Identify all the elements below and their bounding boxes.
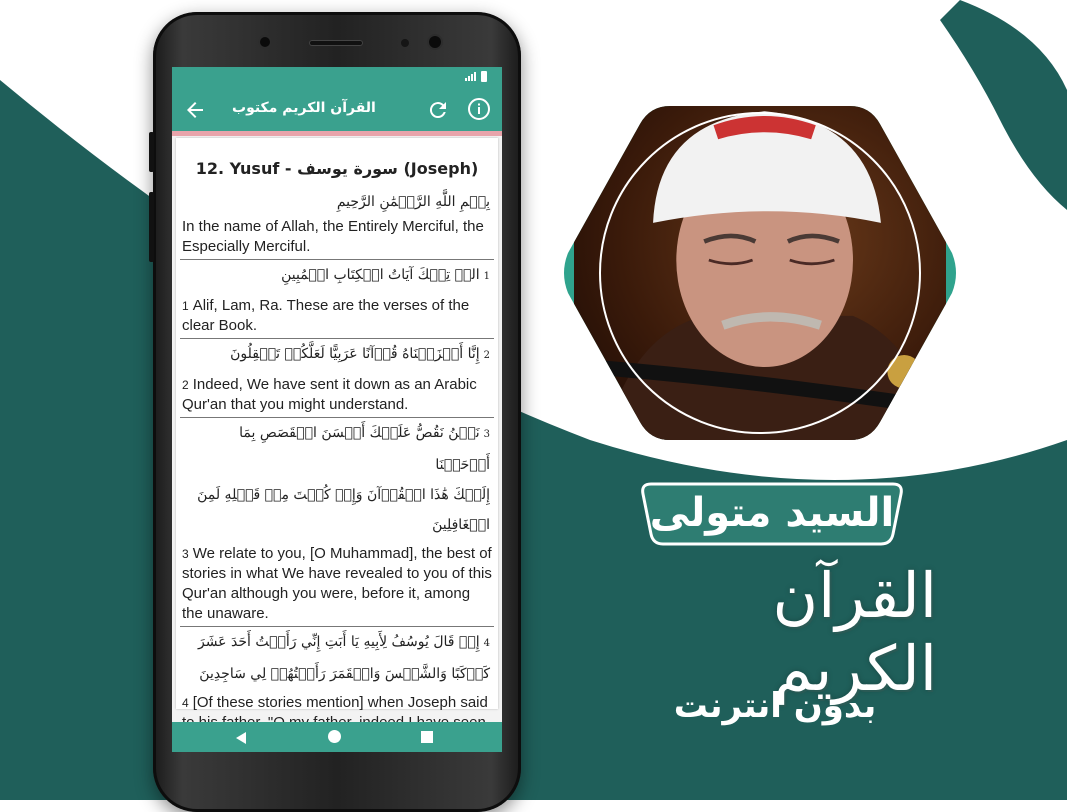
verse-arabic: 2إِنَّا أَنۡزَلۡنَاهُ قُرۡآنًا عَرَبِيًّا لَعَلَّكُمۡ تَعۡقِلُونَ xyxy=(230,346,490,362)
verse-arabic: إِلَيۡكَ هَٰذَا الۡقُرۡآنَ وَإِنۡ كُنۡتَ مِنۡ قَبۡلِهِ لَمِنَ الۡغَافِلِينَ xyxy=(197,487,490,533)
phone-mockup xyxy=(153,12,521,812)
app-bar xyxy=(172,89,502,136)
speaker-grille xyxy=(309,40,363,46)
verse-item xyxy=(176,339,498,418)
verse-english: 1 Alif, Lam, Ra. These are the verses of the clear Book. xyxy=(182,297,470,334)
verse-arabic: كَوۡكَبًا وَالشَّمۡسَ وَالۡقَمَرَ رَأَيۡتُهُمۡ لِي سَاجِدِينَ xyxy=(199,666,490,682)
refresh-icon[interactable] xyxy=(426,98,450,122)
reciter-photo xyxy=(560,88,960,458)
verse-english: In the name of Allah, the Entirely Merciful, the Especially Merciful. xyxy=(182,218,484,255)
verse-list[interactable] xyxy=(176,138,498,709)
camera-icon xyxy=(429,36,441,48)
verse-english: 4 [Of these stories mention] when Joseph said xyxy=(182,694,488,711)
nav-back-icon[interactable] xyxy=(236,732,246,744)
quran-title: القرآن الكريم xyxy=(772,559,937,705)
verse-item xyxy=(176,187,498,260)
front-camera-icon xyxy=(260,37,270,47)
verse-arabic: بِسۡمِ اللَّهِ الرَّحۡمَٰنِ الرَّحِيمِ xyxy=(336,194,490,210)
arrow-left-icon[interactable] xyxy=(183,98,207,122)
proximity-sensor xyxy=(401,39,409,47)
verse-arabic: 1الرۚ تِلۡكَ آيَاتُ الۡكِتَابِ الۡمُبِينِ xyxy=(281,267,490,283)
surah-title: 12. Yusuf - سورة يوسف (Joseph) xyxy=(195,159,479,178)
verse-english: 2 Indeed, We have sent it down as an Arabic Qur'an that you might understand. xyxy=(182,376,477,413)
verse-english: 3 We relate to you, [O Muhammad], the best of stories in what We have revealed to you of this Qur'an although you were, before it, among the unaware. xyxy=(182,545,492,622)
verse-arabic: 3نَحۡنُ نَقُصُّ عَلَيۡكَ أَحۡسَنَ الۡقَصَصِ بِمَا أَوۡحَيۡنَا xyxy=(239,425,490,473)
reciter-name: السيد متولى xyxy=(649,490,895,536)
system-nav-bar xyxy=(172,722,502,752)
verse-item xyxy=(176,418,498,627)
status-bar xyxy=(172,67,502,89)
nav-recents-icon[interactable] xyxy=(421,731,433,743)
app-title: القرآن الكريم مكتوب xyxy=(232,100,376,116)
signal-icon xyxy=(465,72,476,81)
offline-subtitle: بدون انترنت xyxy=(673,686,877,726)
nav-home-icon[interactable] xyxy=(328,730,341,743)
info-icon[interactable] xyxy=(467,97,491,121)
verse-arabic: 4إِذۡ قَالَ يُوسُفُ لِأَبِيهِ يَا أَبَتِ إِنِّي رَأَيۡتُ أَحَدَ عَشَرَ xyxy=(197,634,490,650)
verse-item xyxy=(176,260,498,339)
battery-icon xyxy=(481,71,487,82)
phone-screen xyxy=(172,67,502,752)
